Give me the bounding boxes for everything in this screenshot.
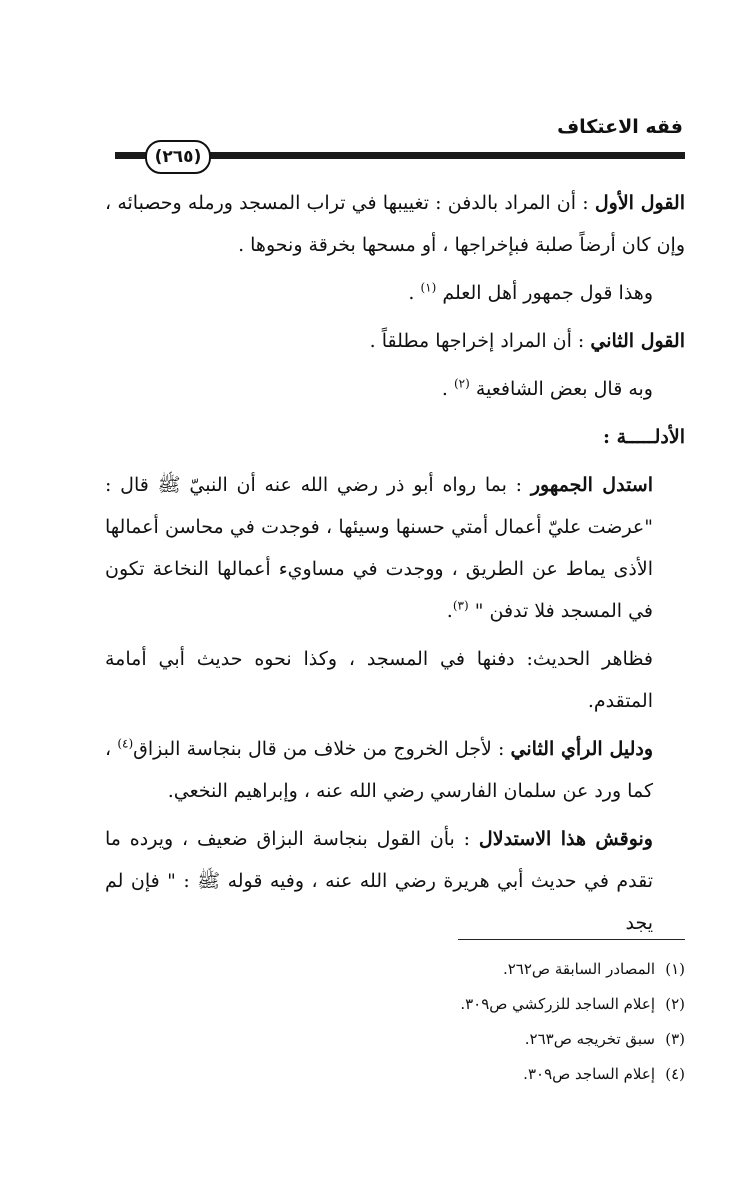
- footnote-item: [85, 1059, 685, 1094]
- paragraph-text: : أن المراد بالدفن : تغييبها في تراب المسجد ورمله وحصبائه ، وإن كان أرضاً صلبة فبإخراجها ، أو مسحها بخرقة ونحوها .: [105, 192, 685, 256]
- footnote-item: [85, 1024, 685, 1059]
- paragraph-hadith-meaning: [105, 638, 685, 722]
- paragraph-second-evidence: [105, 728, 685, 812]
- paragraph-text: : بأن القول بنجاسة البزاق ضعيف ، ويرده ما تقدم في حديث أبي هريرة رضي الله عنه ، وفيه قوله ﷺ : " فإن لم يجد: [105, 828, 653, 934]
- running-title: فقه الاعتكاف: [557, 116, 683, 138]
- paragraph-tail: ، كما ورد عن سلمان الفارسي رضي الله عنه ، وإبراهيم النخعي.: [105, 738, 653, 802]
- footnote-ref-1[interactable]: (١): [420, 280, 437, 295]
- footnote-text: سبق تخريجه ص٢٦٣.: [524, 1030, 655, 1048]
- heading-majority-evidence: استدل الجمهور: [530, 474, 653, 496]
- heading-rebuttal: ونوقش هذا الاستدلال: [478, 828, 653, 850]
- paragraph-evidence-heading: [105, 416, 685, 458]
- paragraph-text: : أن المراد إخراجها مطلقاً .: [369, 330, 591, 352]
- paragraph-text: فظاهر الحديث: دفنها في المسجد ، وكذا نحوه حديث أبي أمامة المتقدم.: [105, 648, 653, 712]
- footnote-ref-3[interactable]: (٣): [452, 598, 469, 613]
- paragraph-shafii: [105, 368, 685, 410]
- footnote-number: (١): [665, 960, 685, 978]
- heading-second-opinion: القول الثاني: [590, 330, 685, 352]
- paragraph-tail: .: [441, 378, 454, 400]
- paragraph-tail: .: [446, 600, 453, 622]
- paragraph-tail: .: [408, 282, 421, 304]
- paragraph-rebuttal: [105, 818, 685, 944]
- footnote-item: [85, 989, 685, 1024]
- paragraph-text: : بما رواه أبو ذر رضي الله عنه أن النبيّ ﷺ قال : "عرضت عليّ أعمال أمتي حسنها وسيئها ، فوجدت في محاسن أعمالها الأذى يماط عن الطريق ، ووجدت في مساويء أعمالها النخاعة تكون في المسجد فلا تدفن ": [105, 474, 653, 622]
- footnote-text: إعلام الساجد للزركشي ص٣٠٩.: [460, 995, 655, 1013]
- footnotes: [85, 954, 685, 1094]
- paragraph-majority-evidence: [105, 464, 685, 632]
- footnote-text: إعلام الساجد ص٣٠٩.: [523, 1065, 655, 1083]
- heading-second-evidence: ودليل الرأي الثاني: [510, 738, 653, 760]
- footnote-item: [85, 954, 685, 989]
- paragraph-text: : لأجل الخروج من خلاف من قال بنجاسة البزاق: [133, 738, 511, 760]
- paragraph-second-opinion: [105, 320, 685, 362]
- paragraph-text: وبه قال بعض الشافعية: [469, 378, 653, 400]
- paragraph-text: وهذا قول جمهور أهل العلم: [436, 282, 653, 304]
- main-text: [105, 182, 685, 950]
- heading-evidence: الأدلـــــة :: [602, 426, 685, 448]
- footnote-divider: [458, 939, 685, 940]
- footnote-number: (٤): [665, 1065, 685, 1083]
- paragraph-majority: [105, 272, 685, 314]
- footnote-ref-2[interactable]: (٢): [453, 376, 470, 391]
- page-header: [115, 112, 685, 166]
- heading-first-opinion: القول الأول: [594, 192, 686, 214]
- paragraph-first-opinion: [105, 182, 685, 266]
- footnote-ref-4[interactable]: (٤): [117, 736, 134, 751]
- footnote-number: (٣): [665, 1030, 685, 1048]
- page-number: (٢٦٥): [145, 140, 211, 174]
- footnote-text: المصادر السابقة ص٢٦٢.: [502, 960, 655, 978]
- footnote-number: (٢): [665, 995, 685, 1013]
